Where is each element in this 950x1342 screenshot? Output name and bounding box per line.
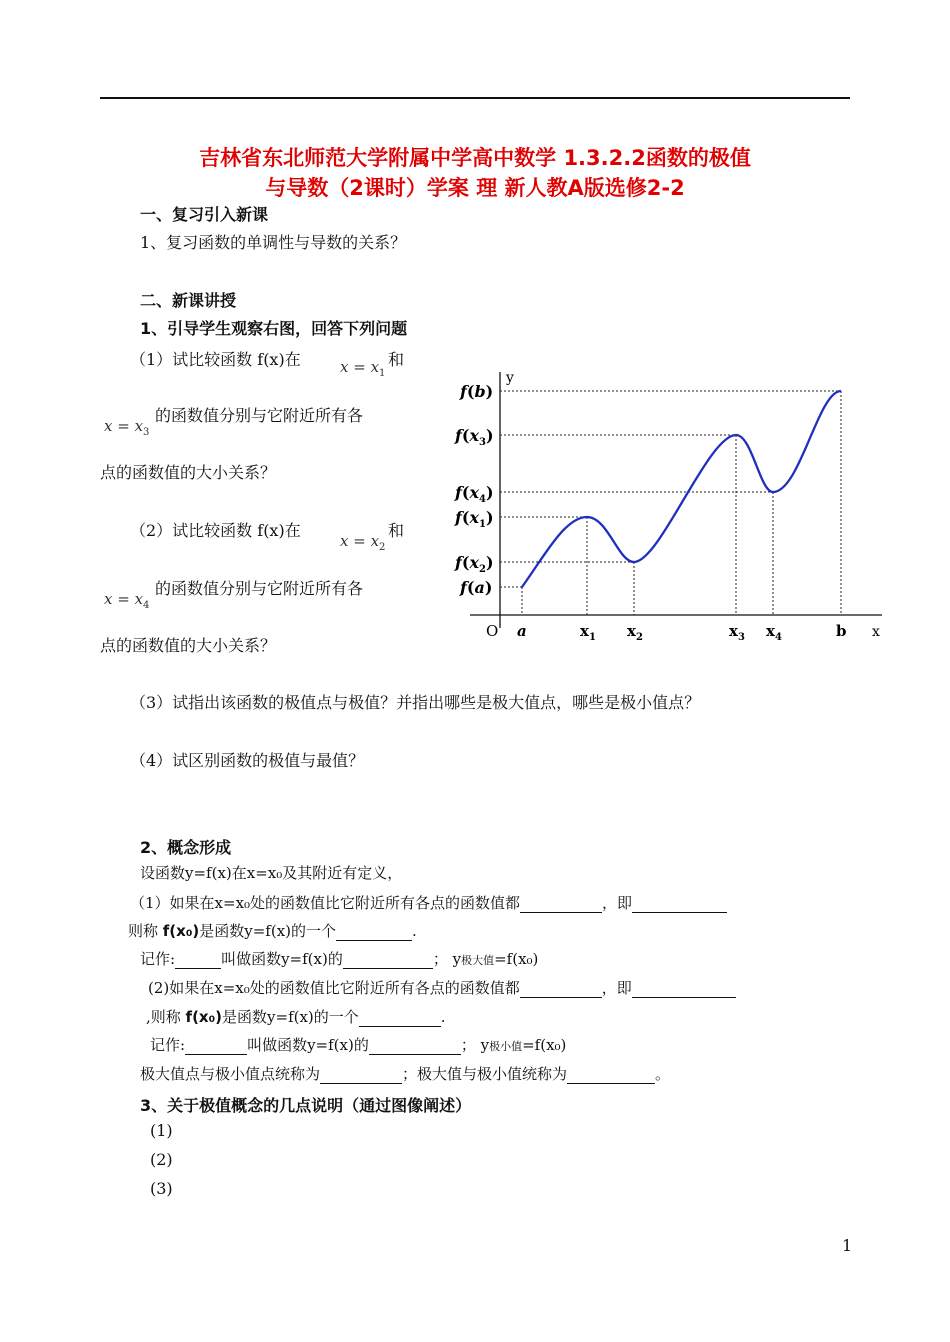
x-label-x2: $x_2$ [627,622,643,643]
question-4: （4）试区别函数的极值与最值？ [130,751,365,770]
x-axis-label: x [872,624,880,640]
question-2-and: 和 [388,521,405,540]
blank-5[interactable] [343,952,433,969]
question-1-part-a: （1）试比较函数 f(x)在 [130,350,301,369]
title-line-1: 吉林省东北师范大学附属中学高中数学 1.3.2.2函数的极值 [199,146,751,170]
y-label-f-x3: $f(x_3)$ [455,426,494,448]
concept-p2-line1: (2)如果在x=x₀处的函数值比它附近所有各点的函数值都 ，即 [148,977,736,998]
concept-p1-line2: 则称 f(x₀)是函数y=f(x)的一个 . [128,922,417,940]
equation-x-eq-x3: $x = x_3$ [104,417,150,438]
concept-definition-line: 设函数y=f(x)在x=x₀及其附近有定义， [140,864,403,882]
y-label-f-x2: $f(x_2)$ [455,553,494,575]
y-label-f-x1: $f(x_1)$ [455,508,494,530]
section-heading-new-lesson: 二、新课讲授 [140,291,237,310]
section-heading-notes: 3、关于极值概念的几点说明（通过图像阐述） [140,1096,472,1115]
section-heading-review: 一、复习引入新课 [140,205,269,224]
origin-label: O [486,622,499,640]
concept-p2-line3: 记作: 叫做函数y=f(x)的 ； y极小值=f(x₀) [150,1036,567,1054]
x-label-b: b [836,622,847,640]
question-1-part-b: 的函数值分别与它附近所有各 [155,406,364,425]
blank-8[interactable] [359,1010,441,1027]
concept-summary: 极大值点与极小值点统称为 ；极大值与极小值统称为 。 [140,1065,671,1083]
section-heading-concept: 2、概念形成 [140,838,232,857]
x-label-x4: $x_4$ [766,622,782,643]
blank-12[interactable] [567,1067,655,1084]
blank-4[interactable] [175,952,221,969]
equation-x-eq-x1: $x = x_1$ [340,358,386,379]
blank-3[interactable] [336,924,412,941]
page-number: 1 [842,1236,853,1255]
note-item-1: (1) [150,1121,173,1140]
blank-11[interactable] [320,1067,402,1084]
title-line-2: 与导数（2课时）学案 理 新人教A版选修2-2 [265,176,685,200]
y-axis-label: y [506,370,514,386]
concept-p1-line3: 记作: 叫做函数y=f(x)的 ； y极大值=f(x₀) [140,950,539,968]
note-item-3: (3) [150,1179,173,1198]
question-1-part-c: 点的函数值的大小关系？ [100,463,277,482]
function-graph [450,360,890,650]
x-label-a: a [517,622,527,640]
equation-x-eq-x2: $x = x_2$ [340,532,386,553]
question-review: 1、复习函数的单调性与导数的关系？ [140,233,407,252]
y-label-f-a: f(a) [460,578,493,597]
subheading-observe: 1、引导学生观察右图，回答下列问题 [140,319,408,338]
blank-6[interactable] [520,981,602,998]
question-2-part-c: 点的函数值的大小关系？ [100,636,277,655]
concept-p2-line2: ,则称 f(x₀)是函数y=f(x)的一个 . [146,1008,446,1026]
blank-1[interactable] [520,896,602,913]
question-3: （3）试指出该函数的极值点与极值？并指出哪些是极大值点，哪些是极小值点？ [130,693,701,712]
blank-2[interactable] [632,896,727,913]
question-1-and: 和 [388,350,405,369]
blank-9[interactable] [185,1038,247,1055]
y-label-f-b: f(b) [460,382,494,401]
blank-7[interactable] [632,981,736,998]
question-2-part-a: （2）试比较函数 f(x)在 [130,521,301,540]
function-curve [522,391,841,587]
blank-10[interactable] [369,1038,461,1055]
x-label-x3: $x_3$ [729,622,745,643]
concept-p1-line1: （1）如果在x=x₀处的函数值比它附近所有各点的函数值都 ，即 [130,892,727,913]
question-2-part-b: 的函数值分别与它附近所有各 [155,579,364,598]
x-label-x1: $x_1$ [580,622,596,643]
header-rule [100,97,850,99]
equation-x-eq-x4: $x = x_4$ [104,590,150,611]
y-label-f-x4: $f(x_4)$ [455,483,494,505]
note-item-2: (2) [150,1150,173,1169]
